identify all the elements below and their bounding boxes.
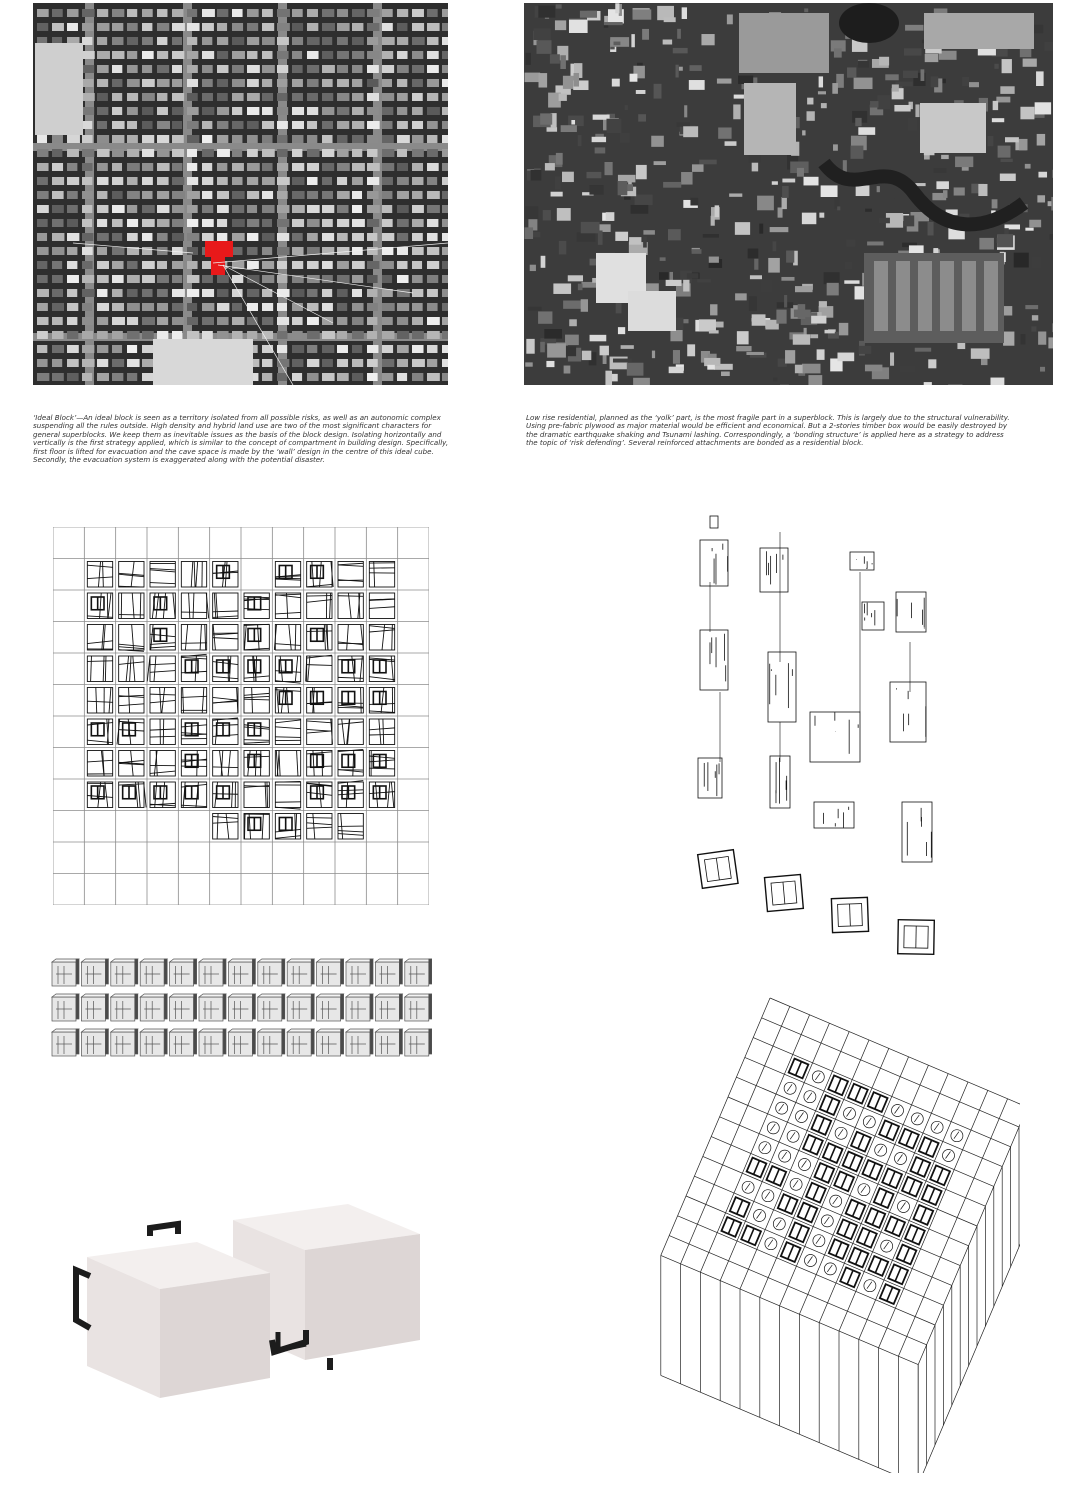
aerial-map-left: [33, 3, 448, 385]
floor-plan-grid: [53, 527, 429, 905]
axonometric-block: [520, 978, 1020, 1473]
aerial-map-right: [524, 3, 1053, 385]
caption-left-block: [33, 414, 451, 464]
block-axonometric: [520, 978, 1020, 1473]
exploded-axonometric: [690, 512, 950, 962]
exploded-axon-diagram: [690, 512, 950, 962]
aerial-photo-park: [524, 3, 1053, 385]
cube-model-render: [60, 1190, 440, 1430]
caption-right: Low rise residential, planned as the ‘yolk’ part, is the most fragile part in a superblock. This is largely due to the structural vulnerability. Using pre-fabric plywood as major material would be efficient and economical. But a 2-stories timber box would be easily destroyed by the dramatic earthquake shaking and Tsunami lashing. Correspondingly, a ‘bonding structure’ is applied here as a strategy to address the topic of ‘risk defending’. Several reinforced attachments are bonded as a residential block.: [526, 413, 1010, 448]
cube-left: [87, 1242, 270, 1398]
unit-row-thumbnails: [50, 958, 432, 1062]
cube-model: [60, 1190, 440, 1430]
caption-left: ‘Ideal Block’—An ideal block is seen as a territory isolated from all possible risks, as well as an autonomic complex suspending all the rules outside. High density and hybrid land use are two of the most significant characters for general superblocks. We keep them as inevitable issues as the basis of the block design. Isolating horizontally and vertically is the first strategy applied, which is similar to the concept of compartment in building design. Specifically, first floor is lifted for evacuation and the cave space is made by the ‘wall’ design in the centre of this ideal cube. Secondly, the evacuation system is exaggerated along with the potential disaster.: [33, 413, 449, 465]
caption-right-block: [526, 414, 1016, 448]
plan-grid-drawing: [53, 527, 429, 905]
thumbnail-strip: [50, 958, 432, 1062]
aerial-photo-grid: [33, 3, 448, 385]
